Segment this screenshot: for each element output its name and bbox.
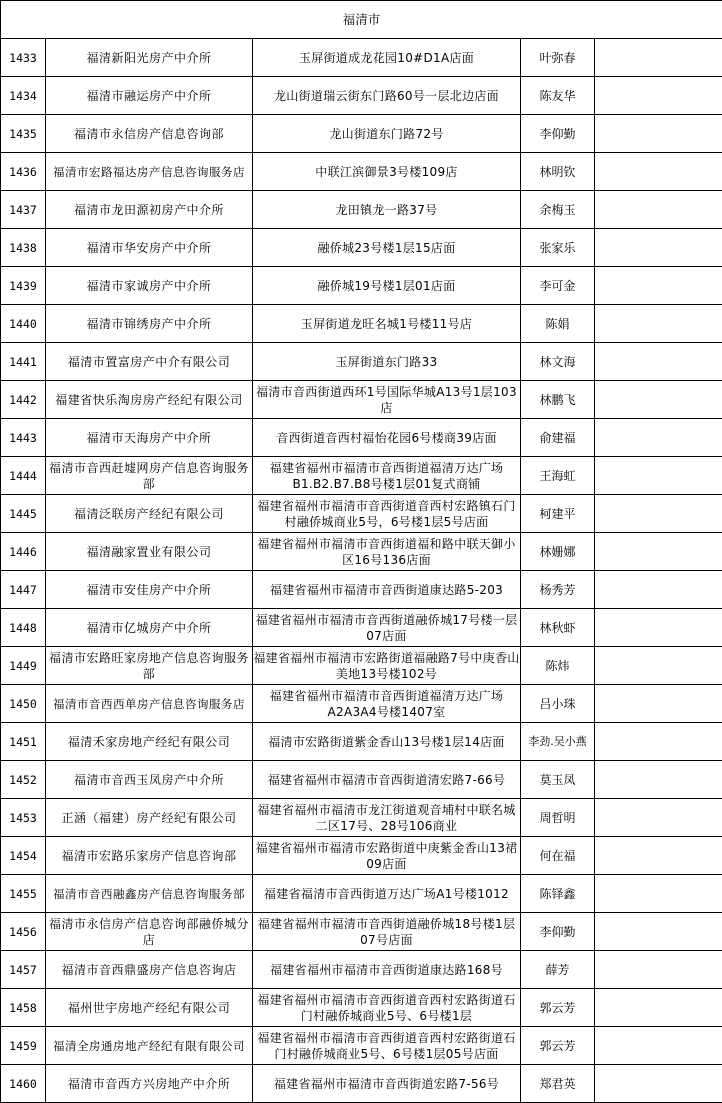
table-row	[1, 229, 722, 267]
row-number: 1433	[1, 39, 46, 77]
blank-cell	[595, 799, 722, 837]
blank-cell	[595, 229, 722, 267]
section-title: 福清市	[1, 1, 722, 39]
row-number: 1448	[1, 609, 46, 647]
contact-person: 林秋虾	[521, 609, 595, 647]
agency-name: 福清全房通房地产经纪有限有限公司	[46, 1027, 253, 1065]
contact-person: 陈铎鑫	[521, 875, 595, 913]
agency-address: 福建省福州市福清市音西街道音西村宏路街道石门村融侨城商业5号、6号楼1层	[253, 989, 521, 1027]
contact-person: 李劲.吴小燕	[521, 723, 595, 761]
blank-cell	[595, 533, 722, 571]
table-row	[1, 799, 722, 837]
contact-person: 李仰勤	[521, 913, 595, 951]
agency-address: 福建省福州市福清市音西街道融侨城18号楼1层07号店面	[253, 913, 521, 951]
row-number: 1434	[1, 77, 46, 115]
table-row	[1, 609, 722, 647]
agency-name: 福清市家诚房产中介所	[46, 267, 253, 305]
agency-address: 融侨城19号楼1层01店面	[253, 267, 521, 305]
table-row	[1, 305, 722, 343]
row-number: 1455	[1, 875, 46, 913]
blank-cell	[595, 761, 722, 799]
agency-address: 玉屏街道龙旺名城1号楼11号店	[253, 305, 521, 343]
blank-cell	[595, 913, 722, 951]
agency-name: 福清市音西方兴房地产中介所	[46, 1065, 253, 1103]
agency-name: 福清融家置业有限公司	[46, 533, 253, 571]
row-number: 1442	[1, 381, 46, 419]
table-row	[1, 533, 722, 571]
agency-address: 福清市宏路街道紫金香山13号楼1层14店面	[253, 723, 521, 761]
blank-cell	[595, 837, 722, 875]
blank-cell	[595, 875, 722, 913]
agency-address: 福建省福州市福清市音西街道康达路168号	[253, 951, 521, 989]
contact-person: 陈友华	[521, 77, 595, 115]
row-number: 1438	[1, 229, 46, 267]
contact-person: 何在福	[521, 837, 595, 875]
row-number: 1456	[1, 913, 46, 951]
blank-cell	[595, 153, 722, 191]
contact-person: 林鹏飞	[521, 381, 595, 419]
blank-cell	[595, 457, 722, 495]
agency-name: 福清市融运房产中介所	[46, 77, 253, 115]
contact-person: 叶弥春	[521, 39, 595, 77]
row-number: 1447	[1, 571, 46, 609]
blank-cell	[595, 39, 722, 77]
row-number: 1446	[1, 533, 46, 571]
agency-address: 福建省福清市音西街道万达广场A1号楼1012	[253, 875, 521, 913]
agency-address: 福建省福州市福清市音西街道音西村宏路镇石门村融侨城商业5号，6号楼1层5号店面	[253, 495, 521, 533]
agency-address: 福建省福州市福清市龙江街道观音埔村中联名城二区17号、28号106商业	[253, 799, 521, 837]
agency-address: 福建省福州市福清市音西街道宏路7-56号	[253, 1065, 521, 1103]
agency-address: 福建省福州市福清市宏路街道中庚紫金香山13裙09店面	[253, 837, 521, 875]
agency-address: 玉屏街道东门路33	[253, 343, 521, 381]
row-number: 1457	[1, 951, 46, 989]
contact-person: 陈娟	[521, 305, 595, 343]
table-row	[1, 913, 722, 951]
contact-person: 吕小珠	[521, 685, 595, 723]
table-row	[1, 77, 722, 115]
agency-name: 福清市宏路乐家房产信息咨询部	[46, 837, 253, 875]
row-number: 1444	[1, 457, 46, 495]
table-row	[1, 951, 722, 989]
contact-person: 郭云芳	[521, 1027, 595, 1065]
agency-name: 福清市音西西单房产信息咨询服务店	[46, 685, 253, 723]
contact-person: 俞建福	[521, 419, 595, 457]
row-number: 1440	[1, 305, 46, 343]
row-number: 1458	[1, 989, 46, 1027]
agency-name: 福清市宏路旺家房地产信息咨询服务部	[46, 647, 253, 685]
row-number: 1460	[1, 1065, 46, 1103]
blank-cell	[595, 495, 722, 533]
table-row	[1, 381, 722, 419]
row-number: 1453	[1, 799, 46, 837]
agency-address: 玉屏街道成龙花园10#D1A店面	[253, 39, 521, 77]
table-row	[1, 647, 722, 685]
contact-person: 薛芳	[521, 951, 595, 989]
table-row	[1, 837, 722, 875]
table-row	[1, 1027, 722, 1065]
agency-name: 福清市音西玉凤房产中介所	[46, 761, 253, 799]
blank-cell	[595, 1065, 722, 1103]
table-row	[1, 723, 722, 761]
table-row	[1, 685, 722, 723]
row-number: 1449	[1, 647, 46, 685]
table-row	[1, 191, 722, 229]
blank-cell	[595, 77, 722, 115]
agency-name: 福清市安佳房产中介所	[46, 571, 253, 609]
table-row	[1, 419, 722, 457]
table-row	[1, 343, 722, 381]
table-row	[1, 267, 722, 305]
table-row	[1, 39, 722, 77]
contact-person: 莫玉凤	[521, 761, 595, 799]
row-number: 1445	[1, 495, 46, 533]
table-row	[1, 989, 722, 1027]
row-number: 1436	[1, 153, 46, 191]
agency-address: 福建省福州市福清市音西街道康达路5-203	[253, 571, 521, 609]
agency-address: 龙田镇龙一路37号	[253, 191, 521, 229]
agency-name: 福清市宏路福达房产信息咨询服务店	[46, 153, 253, 191]
row-number: 1439	[1, 267, 46, 305]
contact-person: 李仰勤	[521, 115, 595, 153]
contact-person: 余梅玉	[521, 191, 595, 229]
contact-person: 郭云芳	[521, 989, 595, 1027]
agency-name: 福清泛联房产经纪有限公司	[46, 495, 253, 533]
blank-cell	[595, 989, 722, 1027]
blank-cell	[595, 267, 722, 305]
table-row	[1, 761, 722, 799]
contact-person: 林明钦	[521, 153, 595, 191]
agency-name: 福清市锦绣房产中介所	[46, 305, 253, 343]
contact-person: 张家乐	[521, 229, 595, 267]
agency-name: 福清市永信房产信息咨询部	[46, 115, 253, 153]
agency-address: 中联江滨御景3号楼109店	[253, 153, 521, 191]
agency-name: 福清市天海房产中介所	[46, 419, 253, 457]
contact-person: 林姗娜	[521, 533, 595, 571]
agency-address: 龙山街道瑞云街东门路60号一层北边店面	[253, 77, 521, 115]
row-number: 1452	[1, 761, 46, 799]
agency-name: 福州世宇房地产经纪有限公司	[46, 989, 253, 1027]
agency-address: 音西街道音西村福怡花园6号楼商39店面	[253, 419, 521, 457]
contact-person: 林文海	[521, 343, 595, 381]
blank-cell	[595, 951, 722, 989]
table-row	[1, 571, 722, 609]
row-number: 1441	[1, 343, 46, 381]
agency-name: 福清禾家房地产经纪有限公司	[46, 723, 253, 761]
agency-address: 福建省福州市福清市音西街道音西村宏路街道石门村融侨城商业5号、6号楼1层05号店面	[253, 1027, 521, 1065]
table-row	[1, 115, 722, 153]
agency-address: 福建省福州市福清市音西街道福清万达广场A2A3A4号楼1407室	[253, 685, 521, 723]
table-header-row	[1, 1, 722, 39]
table-row	[1, 153, 722, 191]
contact-person: 郑君英	[521, 1065, 595, 1103]
blank-cell	[595, 723, 722, 761]
agency-name: 福清市音西鼎盛房产信息咨询店	[46, 951, 253, 989]
blank-cell	[595, 1027, 722, 1065]
row-number: 1451	[1, 723, 46, 761]
contact-person: 王海虹	[521, 457, 595, 495]
blank-cell	[595, 647, 722, 685]
agency-name: 福清新阳光房产中介所	[46, 39, 253, 77]
row-number: 1443	[1, 419, 46, 457]
agency-address: 福建省福州市福清市宏路街道福融路7号中庚香山美地13号楼102号	[253, 647, 521, 685]
row-number: 1450	[1, 685, 46, 723]
agency-name: 福建省快乐淘房房产经纪有限公司	[46, 381, 253, 419]
blank-cell	[595, 419, 722, 457]
blank-cell	[595, 685, 722, 723]
row-number: 1435	[1, 115, 46, 153]
agency-name: 福清市永信房产信息咨询部融侨城分店	[46, 913, 253, 951]
blank-cell	[595, 381, 722, 419]
agency-name: 福清市亿城房产中介所	[46, 609, 253, 647]
blank-cell	[595, 571, 722, 609]
agency-address: 融侨城23号楼1层15店面	[253, 229, 521, 267]
row-number: 1454	[1, 837, 46, 875]
blank-cell	[595, 609, 722, 647]
agency-address: 福建省福州市福清市音西街道清宏路7-66号	[253, 761, 521, 799]
agency-address: 福清市音西街道西环1号国际华城A13号1层103店	[253, 381, 521, 419]
agency-name: 福清市置富房产中介有限公司	[46, 343, 253, 381]
contact-person: 杨秀芳	[521, 571, 595, 609]
table-row	[1, 457, 722, 495]
table-row	[1, 495, 722, 533]
blank-cell	[595, 305, 722, 343]
agency-address: 龙山街道东门路72号	[253, 115, 521, 153]
contact-person: 柯建平	[521, 495, 595, 533]
table-row	[1, 1065, 722, 1103]
table-row	[1, 875, 722, 913]
agency-address: 福建省福州市福清市音西街道融侨城17号楼一层07店面	[253, 609, 521, 647]
agency-address: 福建省福州市福清市音西街道福清万达广场B1.B2.B7.B8号楼1层01复式商铺	[253, 457, 521, 495]
row-number: 1459	[1, 1027, 46, 1065]
agency-name: 福清市音西融鑫房产信息咨询服务部	[46, 875, 253, 913]
blank-cell	[595, 191, 722, 229]
contact-person: 李可金	[521, 267, 595, 305]
contact-person: 周哲明	[521, 799, 595, 837]
row-number: 1437	[1, 191, 46, 229]
agency-name: 福清市音西赶墟网房产信息咨询服务部	[46, 457, 253, 495]
blank-cell	[595, 343, 722, 381]
agency-name: 福清市龙田源初房产中介所	[46, 191, 253, 229]
agency-name: 正涵（福建）房产经纪有限公司	[46, 799, 253, 837]
contact-person: 陈炜	[521, 647, 595, 685]
blank-cell	[595, 115, 722, 153]
agency-address: 福建省福州市福清市音西街道福和路中联天御小区16号136店面	[253, 533, 521, 571]
agency-name: 福清市华安房产中介所	[46, 229, 253, 267]
